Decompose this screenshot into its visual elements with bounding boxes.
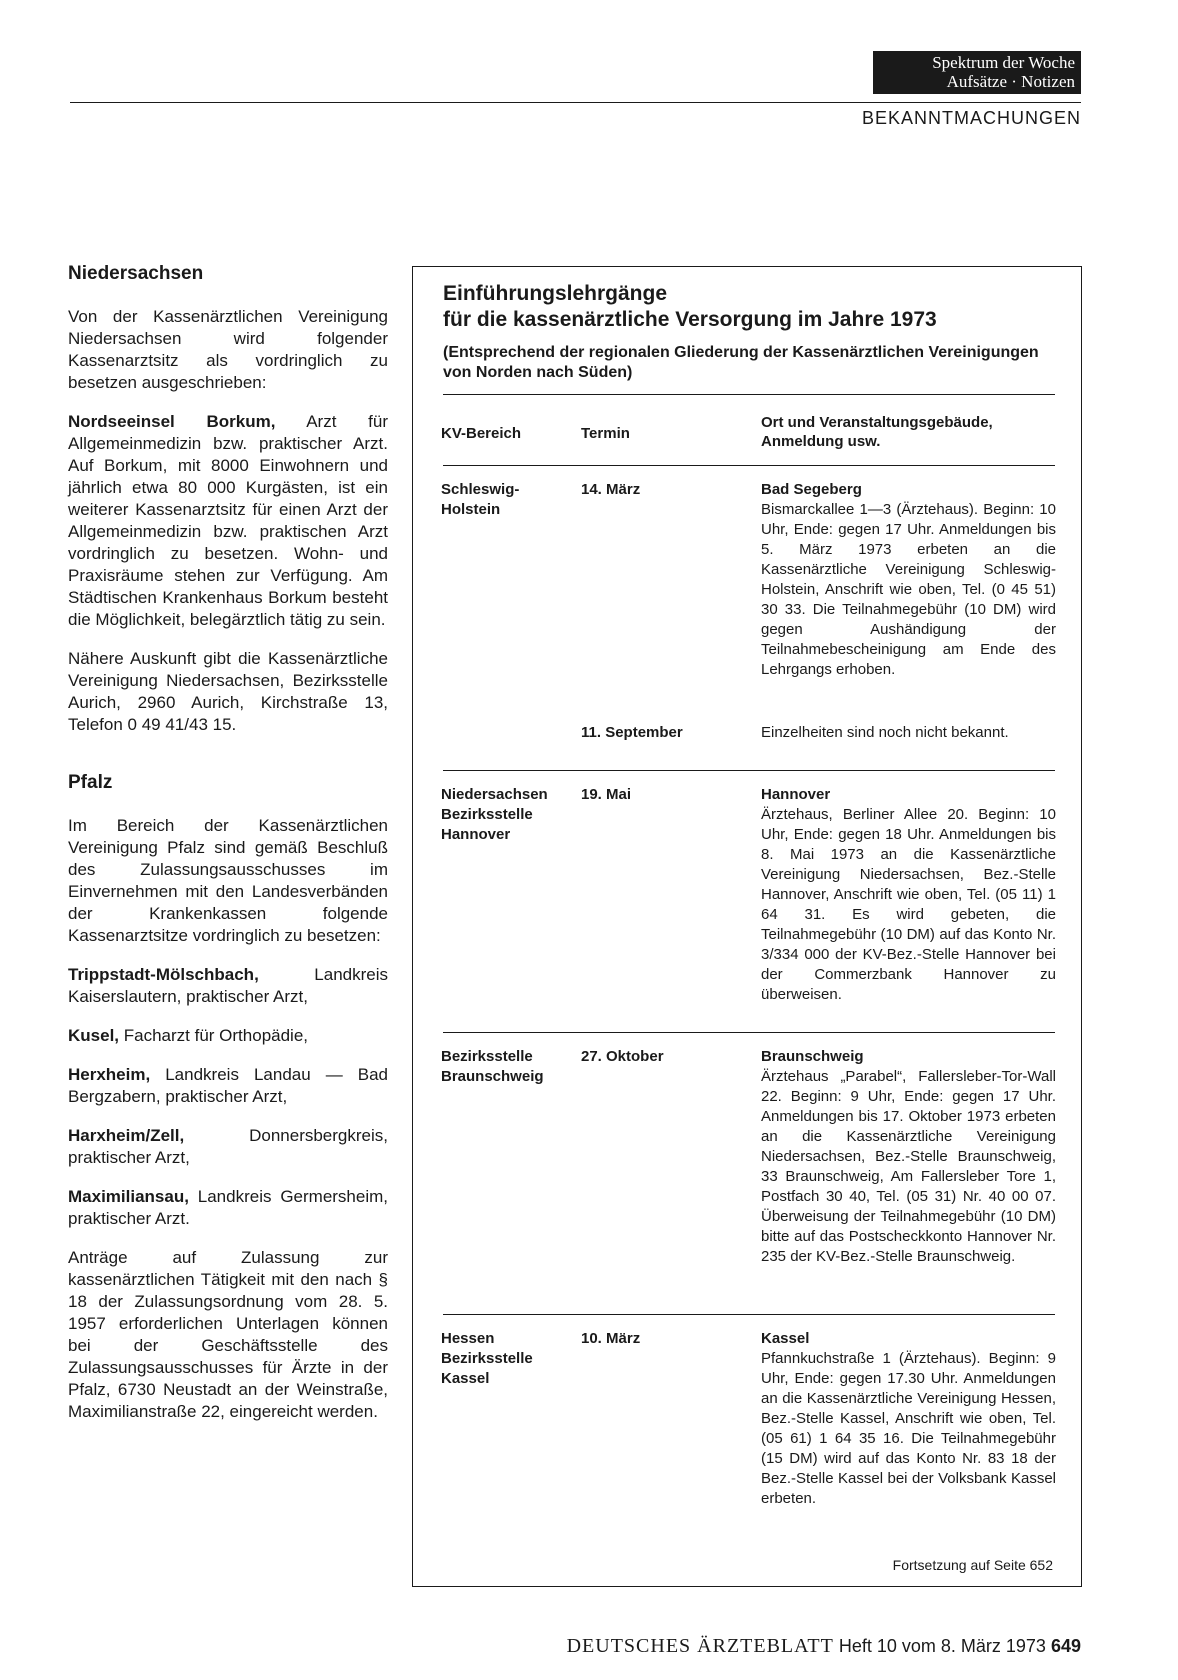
row-place: Braunschweig xyxy=(761,1048,864,1065)
niedersachsen-info: Nähere Auskunft gibt die Kassenärztliche Vereinigung Niedersachsen, Bezirksstelle Aurich, 2960 Aurich, Kirchstraße 13, Telefon 0 49 41/43 15. xyxy=(68,649,388,734)
badge-line-2: Aufsätze · Notizen xyxy=(946,72,1075,91)
box-subtitle: (Entsprechend der regionalen Gliederung der Kassenärztlichen Vereinigungen von Norden nach Süden) xyxy=(443,344,1039,381)
row-detail xyxy=(761,1329,1056,1509)
row-detail-text: Ärztehaus „Parabel“, Fallersleber-Tor-Wall 22. Beginn: 9 Uhr, Ende: gegen 17 Uhr. Anmeldungen bis 17. Oktober 1973 erbeten an die Kassenärztliche Vereinigung Niedersachsen, Bez.-Stelle Braunschweig, 33 Braunschweig, Am Fallersleber Tore 1, Postfach 30 40, Tel. (05 31) Nr. 40 00 07. Überweisung der Teilnahmegebühr (10 DM) bitte auf das Postscheckkonto Hannover Nr. 235 der KV-Bez.-Stelle Braunschweig. xyxy=(761,1068,1056,1265)
pfalz-item-location: Kusel, xyxy=(68,1026,120,1045)
row-region: Bezirksstelle Braunschweig xyxy=(441,1048,544,1085)
col-header-ort: Ort und Veranstaltungsgebäude, Anmeldung usw. xyxy=(761,414,993,450)
pfalz-item-text: Donnersbergkreis, praktischer Arzt, xyxy=(68,1126,388,1167)
row-detail xyxy=(761,480,1056,680)
section-title: BEKANNTMACHUNGEN xyxy=(861,108,1081,128)
row-detail-text: Ärztehaus, Berliner Allee 20. Beginn: 10 Uhr, Ende: gegen 18 Uhr. Anmeldungen bis 8. Mai 1973 an die Kassenärztliche Vereinigung Niedersachsen, Bez.-Stelle Hannover, Anschrift wie oben, Tel. (05 11) 1 64 31. Es wird gebeten, die Teilnahmegebühr (10 DM) auf das Konto Nr. 3/334 000 der KV-Bez.-Stelle Hannover bei der Commerzbank Hannover zu überweisen. xyxy=(761,806,1056,1003)
courses-box xyxy=(412,266,1082,1587)
row-date: 10. März xyxy=(581,1330,641,1347)
row-detail xyxy=(761,1047,1056,1267)
magazine-name: DEUTSCHES ÄRZTEBLATT xyxy=(566,1635,834,1657)
borkum-text: Arzt für Allgemeinmedizin bzw. praktischer Arzt. Auf Borkum, mit 8000 Einwohnern und jährlich etwa 80 000 Kurgästen, ist ein weiterer Kassenarztsitz für einen Arzt der Allgemeinmedizin bzw. praktischen Arzt vordringlich zu besetzen. Wohn- und Praxisräume stehen zur Verfügung. Am Städtischen Krankenhaus Borkum besteht die Möglichkeit, belegärztlich tätig zu sein. xyxy=(68,412,388,629)
pfalz-item xyxy=(68,1064,388,1108)
row-detail-text: Einzelheiten sind noch nicht bekannt. xyxy=(761,724,1009,741)
pfalz-item xyxy=(68,964,388,1008)
header-rule xyxy=(70,102,1081,103)
pfalz-item-location: Herxheim, xyxy=(68,1065,151,1084)
badge-line-1: Spektrum der Woche xyxy=(932,53,1075,72)
pfalz-item-location: Trippstadt-Mölschbach, xyxy=(68,965,259,984)
pfalz-item-text: Landkreis Landau — Bad Bergzabern, praktischer Arzt, xyxy=(68,1065,388,1106)
niedersachsen-intro: Von der Kassenärztlichen Vereinigung Niedersachsen wird folgender Kassenarztsitz als vordringlich zu besetzen ausgeschrieben: xyxy=(68,307,388,392)
pfalz-item-text: Facharzt für Orthopädie, xyxy=(119,1026,309,1045)
row-date: 14. März xyxy=(581,481,641,498)
row-place: Hannover xyxy=(761,786,831,803)
row-region: Hessen Bezirksstelle Kassel xyxy=(441,1330,533,1387)
continuation-note: Fortsetzung auf Seite 652 xyxy=(892,1557,1053,1573)
pfalz-item-location: Maximiliansau, xyxy=(68,1187,189,1206)
row-date: 11. September xyxy=(581,724,683,741)
row-region: Niedersachsen Bezirksstelle Hannover xyxy=(441,786,548,843)
pfalz-item xyxy=(68,1186,388,1230)
row-place: Kassel xyxy=(761,1330,810,1347)
row-detail-text: Pfannkuchstraße 1 (Ärztehaus). Beginn: 9 Uhr, Ende: gegen 17.30 Uhr. Anmeldungen an die Kassenärztliche Vereinigung Hessen, Bez.-Stelle Kassel, Anschrift wie oben, Tel. (05 61) 1 64 35 16. Die Teilnahmegebühr (15 DM) wird auf das Konto Nr. 83 18 der Bez.-Stelle Kassel bei der Volksbank Kassel erbeten. xyxy=(761,1350,1056,1507)
row-date: 27. Oktober xyxy=(581,1048,664,1065)
box-title xyxy=(443,281,1053,333)
niedersachsen-borkum xyxy=(68,411,388,631)
page-footer xyxy=(567,1635,1081,1658)
row-place: Bad Segeberg xyxy=(761,481,862,498)
heading-pfalz: Pfalz xyxy=(68,772,113,793)
pfalz-item-location: Harxheim/Zell, xyxy=(68,1126,185,1145)
row-region: Schleswig-Holstein xyxy=(441,481,520,518)
borkum-location: Nordseeinsel Borkum, xyxy=(68,412,276,431)
table-rule xyxy=(443,1032,1055,1033)
box-title-line-2: für die kassenärztliche Versorgung im Jahre 1973 xyxy=(443,308,937,331)
pfalz-item-text: Landkreis Kaiserslautern, praktischer Arzt, xyxy=(68,965,388,1006)
row-detail xyxy=(761,785,1056,1005)
pfalz-item-text: Landkreis Germersheim, praktischer Arzt. xyxy=(68,1187,388,1228)
pfalz-closing: Anträge auf Zulassung zur kassenärztlichen Tätigkeit mit den nach § 18 der Zulassungsordnung vom 28. 5. 1957 erforderlichen Unterlagen können bei der Geschäftsstelle des Zulassungsausschusses für Ärzte in der Pfalz, 6730 Neustadt an der Weinstraße, Maximilianstraße 22, eingereicht werden. xyxy=(68,1248,388,1421)
page-number: 649 xyxy=(1050,1636,1081,1656)
row-date: 19. Mai xyxy=(581,786,632,803)
pfalz-intro: Im Bereich der Kassenärztlichen Vereinigung Pfalz sind gemäß Beschluß des Zulassungsausschusses im Einvernehmen mit den Landesverbänden der Krankenkassen folgende Kassenarztsitze vordringlich zu besetzen: xyxy=(68,816,388,945)
left-column xyxy=(68,262,388,1440)
row-detail xyxy=(761,723,1056,743)
table-rule xyxy=(443,770,1055,771)
pfalz-item xyxy=(68,1025,388,1047)
heading-niedersachsen: Niedersachsen xyxy=(68,263,204,284)
section-badge xyxy=(873,51,1081,94)
pfalz-item xyxy=(68,1125,388,1169)
table-rule xyxy=(443,394,1055,395)
issue-info: Heft 10 vom 8. März 1973 xyxy=(838,1636,1046,1656)
row-detail-text: Bismarckallee 1—3 (Ärztehaus). Beginn: 10 Uhr, Ende: gegen 17 Uhr. Anmeldungen bis 5. März 1973 erbeten an die Kassenärztliche Vereinigung Schleswig-Holstein, Anschrift wie oben, Tel. (0 45 51) 30 33. Die Teilnahmegebühr (10 DM) wird gegen Aushändigung der Teilnahmebescheinigung am Ende des Lehrgangs erhoben. xyxy=(761,501,1056,678)
table-rule xyxy=(443,1314,1055,1315)
col-header-termin: Termin xyxy=(581,425,630,442)
col-header-kv-bereich: KV-Bereich xyxy=(441,425,522,442)
box-title-line-1: Einführungslehrgänge xyxy=(443,282,668,305)
table-rule xyxy=(443,465,1055,466)
